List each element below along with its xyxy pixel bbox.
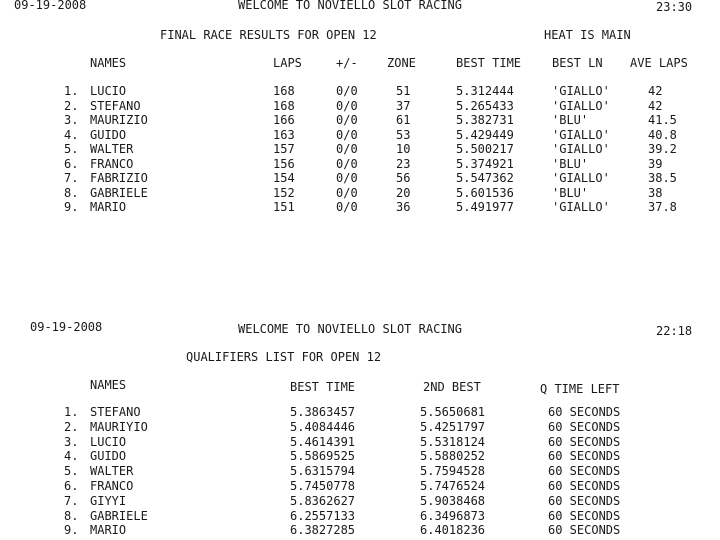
qualifier-cell-best-time: 5.4614391 <box>290 434 356 449</box>
qualifiers-title: QUALIFIERS LIST FOR OPEN 12 <box>186 350 382 364</box>
q-col-header-q-time-left: Q TIME LEFT <box>540 382 620 396</box>
qualifier-cell-second-best: 6.4018236 <box>420 523 486 538</box>
qualifier-cell-q-time-left: 60 SECONDS <box>548 479 621 493</box>
qualifier-cell-best-time: 6.3827285 <box>290 523 356 538</box>
race-cell-zone: 20 <box>396 185 411 200</box>
qualifier-cell-second-best: 5.7594528 <box>420 464 486 479</box>
table-row <box>0 171 720 186</box>
table-row <box>0 99 720 114</box>
race-cell-best-time: 5.312444 <box>456 84 514 98</box>
race-cell-zone: 56 <box>396 171 411 185</box>
q-col-header-best-time: BEST TIME <box>290 380 356 394</box>
race-cell-position: 3. <box>64 113 79 127</box>
race-cell-laps: 154 <box>273 171 295 185</box>
race-cell-position: 4. <box>64 127 79 142</box>
race-cell-laps: 168 <box>273 98 295 113</box>
qualifier-cell-position: 9. <box>64 523 79 538</box>
qualifier-cell-name: STEFANO <box>90 405 141 419</box>
qualifier-cell-position: 1. <box>64 405 79 419</box>
qualifier-cell-second-best: 5.5650681 <box>420 405 486 419</box>
race-cell-ave-laps: 39.2 <box>648 142 677 156</box>
qualifier-cell-second-best: 5.5880252 <box>420 449 486 464</box>
race-cell-position: 1. <box>64 84 79 98</box>
qualifier-cell-name: FRANCO <box>90 479 134 493</box>
race-welcome-banner: WELCOME TO NOVIELLO SLOT RACING <box>238 0 462 12</box>
race-cell-laps: 157 <box>273 142 295 156</box>
race-cell-name: STEFANO <box>90 98 141 113</box>
col-header-names: NAMES <box>90 56 127 70</box>
race-cell-best-time: 5.429449 <box>456 127 514 142</box>
race-cell-name: LUCIO <box>90 84 127 98</box>
q-col-header-names: NAMES <box>90 378 127 392</box>
qualifier-cell-q-time-left: 60 SECONDS <box>548 523 621 538</box>
race-cell-best-lane: 'BLU' <box>552 156 589 171</box>
qualifier-cell-position: 2. <box>64 419 79 434</box>
qualifier-cell-q-time-left: 60 SECONDS <box>548 493 621 508</box>
race-cell-ave-laps: 41.5 <box>648 113 677 127</box>
race-cell-name: MAURIZIO <box>90 113 148 127</box>
table-row <box>0 128 720 143</box>
qualifier-cell-second-best: 5.4251797 <box>420 419 486 434</box>
table-row <box>0 84 720 99</box>
race-cell-zone: 23 <box>396 156 411 171</box>
race-cell-position: 2. <box>64 98 79 113</box>
col-header-best-ln: BEST LN <box>552 56 603 70</box>
race-cell-plus-minus: 0/0 <box>336 127 358 142</box>
col-header-laps: LAPS <box>273 56 302 70</box>
race-cell-plus-minus: 0/0 <box>336 156 358 171</box>
race-cell-name: WALTER <box>90 142 134 156</box>
qualifier-cell-q-time-left: 60 SECONDS <box>548 449 621 464</box>
qualifier-cell-name: GABRIELE <box>90 508 148 523</box>
race-cell-laps: 166 <box>273 113 295 127</box>
race-cell-position: 8. <box>64 185 79 200</box>
race-cell-name: FABRIZIO <box>90 171 148 185</box>
table-row <box>0 186 720 201</box>
race-cell-best-lane: 'GIALLO' <box>552 200 610 214</box>
race-cell-plus-minus: 0/0 <box>336 84 358 98</box>
race-cell-ave-laps: 42 <box>648 98 663 113</box>
qualifier-cell-q-time-left: 60 SECONDS <box>548 419 621 434</box>
race-cell-zone: 53 <box>396 127 411 142</box>
qualifier-cell-position: 5. <box>64 464 79 479</box>
qualifiers-welcome-banner: WELCOME TO NOVIELLO SLOT RACING <box>238 322 462 336</box>
race-cell-position: 9. <box>64 200 79 214</box>
race-cell-name: FRANCO <box>90 156 134 171</box>
qualifier-cell-name: MARIO <box>90 523 127 538</box>
race-cell-best-time: 5.491977 <box>456 200 514 214</box>
race-cell-laps: 151 <box>273 200 295 214</box>
race-cell-best-lane: 'BLU' <box>552 185 589 200</box>
race-cell-zone: 10 <box>396 142 411 156</box>
qualifier-cell-best-time: 5.5869525 <box>290 449 356 464</box>
table-row <box>0 200 720 215</box>
qualifier-cell-q-time-left: 60 SECONDS <box>548 508 621 523</box>
race-cell-best-time: 5.374921 <box>456 156 514 171</box>
table-row <box>0 509 720 524</box>
race-results-title: FINAL RACE RESULTS FOR OPEN 12 <box>160 28 377 42</box>
race-cell-name: GUIDO <box>90 127 127 142</box>
table-row <box>0 479 720 494</box>
qualifier-cell-position: 3. <box>64 434 79 449</box>
race-cell-best-time: 5.601536 <box>456 185 514 200</box>
qualifier-cell-second-best: 5.7476524 <box>420 479 486 493</box>
race-cell-best-time: 5.265433 <box>456 98 514 113</box>
qualifier-cell-position: 4. <box>64 449 79 464</box>
race-cell-ave-laps: 42 <box>648 84 663 98</box>
qualifier-cell-name: MAURIYIO <box>90 419 148 434</box>
col-header-zone: ZONE <box>387 56 416 70</box>
col-header-ave-laps: AVE LAPS <box>630 56 688 70</box>
race-cell-plus-minus: 0/0 <box>336 171 358 185</box>
qualifier-cell-second-best: 5.9038468 <box>420 493 486 508</box>
col-header-best-time: BEST TIME <box>456 56 522 70</box>
qualifier-cell-best-time: 5.7450778 <box>290 479 356 493</box>
race-cell-name: MARIO <box>90 200 127 214</box>
race-cell-ave-laps: 38 <box>648 185 663 200</box>
qualifier-cell-best-time: 6.2557133 <box>290 508 356 523</box>
race-cell-zone: 36 <box>396 200 411 214</box>
table-row <box>0 142 720 157</box>
table-row <box>0 449 720 464</box>
race-cell-ave-laps: 40.8 <box>648 127 677 142</box>
race-cell-laps: 152 <box>273 185 295 200</box>
race-date: 09-19-2008 <box>14 0 87 12</box>
table-row <box>0 420 720 435</box>
q-col-header-2nd-best: 2ND BEST <box>423 380 481 394</box>
qualifier-cell-name: WALTER <box>90 464 134 479</box>
race-cell-laps: 163 <box>273 127 295 142</box>
qualifier-cell-best-time: 5.3863457 <box>290 405 356 419</box>
race-cell-laps: 168 <box>273 84 295 98</box>
table-row <box>0 435 720 450</box>
race-print-time: 23:30 <box>656 0 693 14</box>
race-cell-best-time: 5.547362 <box>456 171 514 185</box>
qualifier-cell-q-time-left: 60 SECONDS <box>548 464 621 479</box>
qualifier-cell-best-time: 5.8362627 <box>290 493 356 508</box>
race-cell-zone: 51 <box>396 84 411 98</box>
table-row <box>0 113 720 128</box>
table-row <box>0 523 720 538</box>
qualifier-cell-name: GUIDO <box>90 449 127 464</box>
qualifier-cell-name: GIYYI <box>90 493 127 508</box>
qualifier-cell-best-time: 5.4084446 <box>290 419 356 434</box>
table-row <box>0 157 720 172</box>
race-cell-best-lane: 'GIALLO' <box>552 171 610 185</box>
race-cell-best-lane: 'BLU' <box>552 113 589 127</box>
race-cell-plus-minus: 0/0 <box>336 142 358 156</box>
table-row <box>0 494 720 509</box>
table-row <box>0 405 720 420</box>
qualifiers-print-time: 22:18 <box>656 324 693 338</box>
race-cell-name: GABRIELE <box>90 185 148 200</box>
heat-label: HEAT IS MAIN <box>544 28 631 42</box>
race-cell-position: 5. <box>64 142 79 156</box>
race-cell-best-lane: 'GIALLO' <box>552 98 610 113</box>
col-header-plusminus: +/- <box>336 56 358 70</box>
table-row <box>0 464 720 479</box>
qualifier-cell-second-best: 5.5318124 <box>420 434 486 449</box>
qualifier-cell-position: 6. <box>64 479 79 493</box>
qualifiers-date: 09-19-2008 <box>30 320 103 334</box>
race-cell-laps: 156 <box>273 156 295 171</box>
race-cell-plus-minus: 0/0 <box>336 200 358 214</box>
race-cell-ave-laps: 39 <box>648 156 663 171</box>
qualifier-cell-q-time-left: 60 SECONDS <box>548 434 621 449</box>
qualifier-cell-position: 7. <box>64 493 79 508</box>
race-cell-plus-minus: 0/0 <box>336 185 358 200</box>
race-cell-position: 7. <box>64 171 79 185</box>
race-cell-best-lane: 'GIALLO' <box>552 142 610 156</box>
qualifier-cell-position: 8. <box>64 508 79 523</box>
race-cell-best-lane: 'GIALLO' <box>552 84 610 98</box>
race-cell-plus-minus: 0/0 <box>336 113 358 127</box>
race-cell-position: 6. <box>64 156 79 171</box>
race-cell-best-time: 5.382731 <box>456 113 514 127</box>
qualifier-cell-name: LUCIO <box>90 434 127 449</box>
race-cell-ave-laps: 38.5 <box>648 171 677 185</box>
race-cell-zone: 61 <box>396 113 411 127</box>
race-cell-best-time: 5.500217 <box>456 142 514 156</box>
race-cell-best-lane: 'GIALLO' <box>552 127 610 142</box>
race-cell-ave-laps: 37.8 <box>648 200 677 214</box>
qualifier-cell-q-time-left: 60 SECONDS <box>548 405 621 419</box>
qualifier-cell-second-best: 6.3496873 <box>420 508 486 523</box>
race-cell-zone: 37 <box>396 98 411 113</box>
qualifier-cell-best-time: 5.6315794 <box>290 464 356 479</box>
race-cell-plus-minus: 0/0 <box>336 98 358 113</box>
